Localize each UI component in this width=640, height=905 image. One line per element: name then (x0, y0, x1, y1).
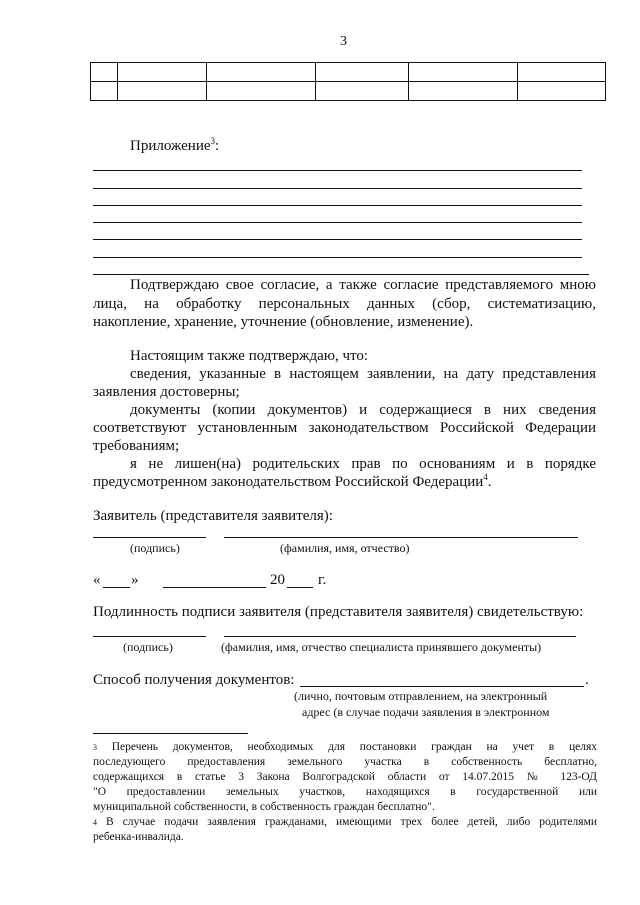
applicant-signature-field[interactable] (93, 537, 206, 538)
footnote-4-line-1 (93, 815, 597, 830)
applicant-signature-caption: (подпись) (130, 541, 180, 555)
confirm-p2-line-1: документы (копии документов) и содержащиеся в них сведения (130, 402, 596, 418)
footnote-4-mark: 4 (93, 818, 97, 827)
authenticity-signature-field[interactable] (93, 636, 206, 637)
attachment-line-3[interactable] (93, 205, 582, 206)
footnote-3-line-2: последующего предоставления земельного участка в собственность бесплатно, (93, 756, 597, 768)
page-number: 3 (340, 34, 347, 49)
footnote-3-line-1 (93, 740, 597, 755)
table-cell (409, 63, 518, 82)
table-cell (409, 82, 518, 101)
attachment-line-7[interactable] (93, 274, 589, 275)
applicant-name-caption: (фамилия, имя, отчество) (280, 541, 410, 555)
confirm-p3-line-2 (93, 474, 492, 491)
data-table (90, 62, 606, 101)
table-row (91, 82, 606, 101)
date-year-suffix: г. (318, 572, 327, 588)
confirm-p1-line-2: заявления достоверны; (93, 384, 240, 400)
confirm-p1-line-1: сведения, указанные в настоящем заявлении, на дату представления (130, 366, 596, 382)
authenticity-label: Подлинность подписи заявителя (представителя заявителя) свидетельствую: (93, 604, 584, 620)
attachment-line-6[interactable] (93, 257, 582, 258)
confirm-p2-line-3: требованиям; (93, 438, 180, 454)
date-open-quote: « (93, 572, 101, 588)
footnote-ref-3: 3 (210, 136, 216, 146)
confirm-p3-text: предусмотренном законодательством Российской Федерации (93, 474, 484, 490)
table-cell (518, 82, 606, 101)
consent-line-3: накопление, хранение, уточнение (обновление, изменение). (93, 314, 474, 330)
date-year-field[interactable] (287, 587, 313, 588)
attachment-line-5[interactable] (93, 239, 582, 240)
date-year-prefix: 20 (270, 572, 285, 588)
applicant-name-field[interactable] (224, 537, 578, 538)
table-row (91, 63, 606, 82)
table-cell (316, 82, 409, 101)
footnote-3-line-5: муниципальной собственности, в собственность граждан бесплатно". (93, 801, 435, 813)
attachment-label: Приложение (130, 138, 211, 154)
footnote-3 (93, 740, 597, 845)
footnote-3-line-4: "О предоставлении земельных участков, находящихся в государственной или (93, 786, 597, 798)
delivery-caption-line-2: адрес (в случае подачи заявления в электронном (302, 705, 550, 719)
table-cell (118, 63, 207, 82)
delivery-method-field[interactable] (300, 686, 584, 687)
footnote-3-mark: 3 (93, 743, 97, 752)
authenticity-name-field[interactable] (224, 636, 576, 637)
consent-line-2: лица, на обработку персональных данных (сбор, систематизацию, (93, 296, 596, 312)
delivery-end: . (585, 672, 589, 688)
date-close-quote: » (131, 572, 139, 588)
date-day-field[interactable] (103, 587, 130, 588)
table-cell (91, 82, 118, 101)
table-cell (91, 63, 118, 82)
table-cell (316, 63, 409, 82)
table-cell (118, 82, 207, 101)
applicant-label: Заявитель (представителя заявителя): (93, 508, 333, 524)
table-cell (518, 63, 606, 82)
table-cell (207, 82, 316, 101)
footnote-ref-4: 4 (483, 472, 488, 482)
footnote-4-text-1: В случае подачи заявления гражданами, имеющими трех более детей, либо родителями (106, 816, 597, 828)
attachment-heading (130, 138, 219, 155)
attachment-line-2[interactable] (93, 188, 582, 189)
confirm-intro: Настоящим также подтверждаю, что: (130, 348, 369, 364)
footnote-4-line-2: ребенка-инвалида. (93, 831, 184, 843)
date-month-field[interactable] (163, 587, 266, 588)
authenticity-signature-caption: (подпись) (123, 640, 173, 654)
authenticity-name-caption: (фамилия, имя, отчество специалиста принявшего документы) (221, 640, 542, 654)
confirm-p3-line-1: я не лишен(на) родительских прав по основаниям и в порядке (130, 456, 596, 472)
footnote-separator (93, 733, 248, 734)
confirm-p3-end: . (487, 474, 492, 490)
delivery-label: Способ получения документов: (93, 672, 295, 688)
consent-line-1: Подтверждаю свое согласие, а также согласие представляемого мною (130, 277, 596, 293)
table-cell (207, 63, 316, 82)
confirm-p2-line-2: соответствуют установленным законодательством Российской Федерации (93, 420, 596, 436)
delivery-caption-line-1: (лично, почтовым отправлением, на электронный (294, 689, 548, 703)
attachment-line-1[interactable] (93, 170, 582, 171)
attachment-line-4[interactable] (93, 222, 582, 223)
attachment-colon: : (215, 138, 220, 154)
footnote-3-text-1: Перечень документов, необходимых для постановки граждан на учет в целях (111, 741, 597, 753)
footnote-3-line-3: содержащихся в статье 3 Закона Волгоградской области от 14.07.2015 № 123-ОД (93, 771, 597, 783)
